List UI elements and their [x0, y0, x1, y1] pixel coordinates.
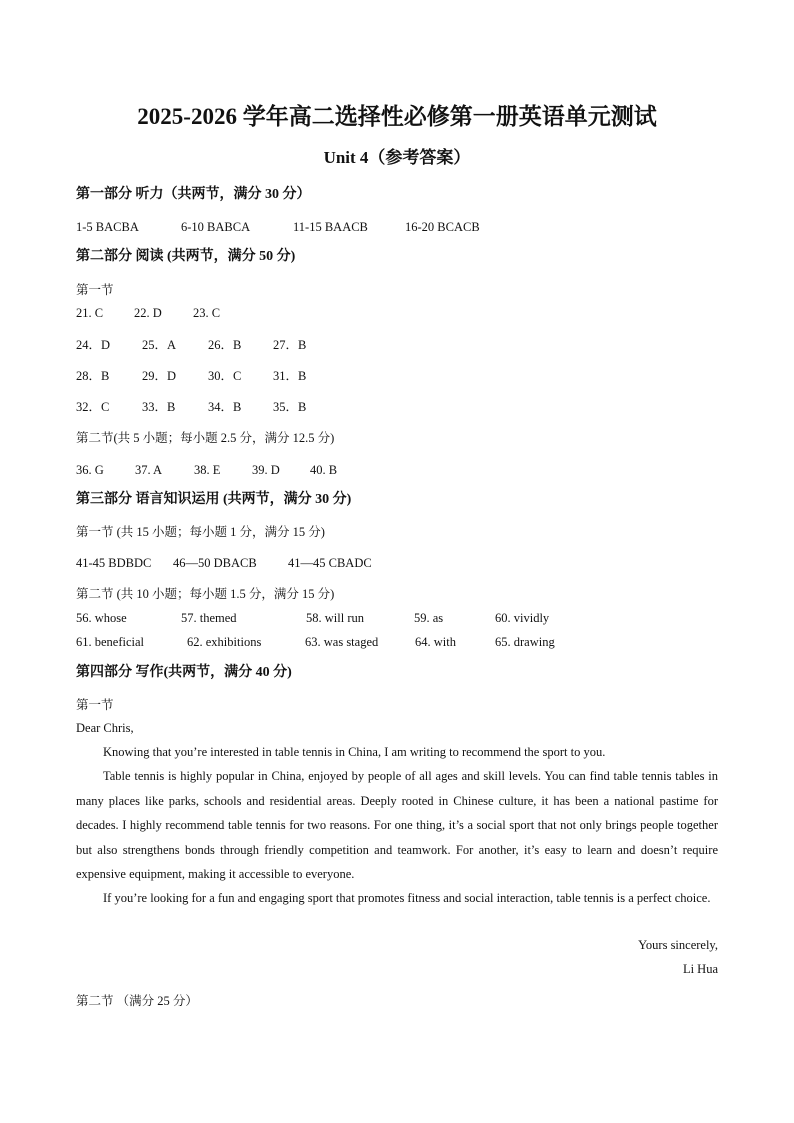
- letter-salutation: Dear Chris,: [76, 721, 134, 735]
- answer-item: 30．C: [208, 369, 242, 383]
- answer-item: 40. B: [310, 463, 338, 477]
- answer-item: 24．D: [76, 338, 111, 352]
- answer-item: 62. exhibitions: [187, 635, 262, 649]
- part1-heading: 第一部分 听力（共两节，满分 30 分）: [76, 187, 311, 202]
- page-title: 2025-2026 学年高二选择性必修第一册英语单元测试: [137, 104, 657, 129]
- section-label: 第一节: [76, 698, 114, 712]
- answer-item: 25．A: [142, 338, 177, 352]
- answer-item: 28．B: [76, 369, 110, 383]
- answer-item: 39. D: [252, 463, 280, 477]
- answer-item: 56. whose: [76, 611, 127, 625]
- letter-paragraph: Knowing that you’re interested in table tennis in China, I am writing to recommend the sport to you.: [103, 745, 606, 759]
- answer-item: 63. was staged: [305, 635, 379, 649]
- section-label: 第一节: [76, 283, 114, 297]
- part3-heading: 第三部分 语言知识运用 (共两节，满分 30 分): [76, 492, 352, 507]
- answer-item: 57. themed: [181, 611, 237, 625]
- answer-item: 26．B: [208, 338, 242, 352]
- part4-heading: 第四部分 写作(共两节，满分 40 分): [76, 665, 292, 680]
- section-label: 第二节 （满分 25 分）: [76, 994, 198, 1008]
- answer-item: 58. will run: [306, 611, 364, 625]
- answer-item: 64. with: [415, 635, 456, 649]
- part2-heading: 第二部分 阅读 (共两节，满分 50 分): [76, 249, 296, 264]
- answer-item: 41—45 CBADC: [288, 556, 372, 570]
- section-label: 第二节 (共 10 小题；每小题 1.5 分，满分 15 分): [76, 587, 335, 601]
- answer-item: 36. G: [76, 463, 104, 477]
- answer-item: 65. drawing: [495, 635, 555, 649]
- answer-item: 22. D: [134, 306, 162, 320]
- answer-item: 21. C: [76, 306, 104, 320]
- section-label: 第一节 (共 15 小题；每小题 1 分，满分 15 分): [76, 525, 325, 539]
- answer-item: 6-10 BABCA: [181, 220, 251, 234]
- letter-paragraph: Table tennis is highly popular in China, enjoyed by people of all ages and skill levels. You can find table tennis tables in many places like parks, schools and residential areas. Deeply rooted in Chinese culture, it has been a national pastime for decades. I highly recommend table tennis for two reasons. For one thing, it’s a social sport that not only brings people together but also strengthens bonds through friendly competition and teamwork. For another, it’s easy to learn and doesn’t require expensive equipment, making it accessible to everyone.: [76, 769, 718, 881]
- letter-signature: Li Hua: [682, 962, 718, 976]
- section-label: 第二节(共 5 小题；每小题 2.5 分，满分 12.5 分): [76, 431, 335, 445]
- answer-item: 33．B: [142, 400, 176, 414]
- answer-item: 29．D: [142, 369, 177, 383]
- answer-item: 60. vividly: [495, 611, 550, 625]
- answer-item: 11-15 BAACB: [293, 220, 368, 234]
- answer-item: 31．B: [273, 369, 307, 383]
- page-subtitle: Unit 4（参考答案）: [323, 148, 471, 167]
- answer-item: 38. E: [194, 463, 221, 477]
- answer-item: 27．B: [273, 338, 307, 352]
- answer-item: 41-45 BDBDC: [76, 556, 152, 570]
- answer-item: 1-5 BACBA: [76, 220, 139, 234]
- answer-item: 61. beneficial: [76, 635, 145, 649]
- answer-item: 35．B: [273, 400, 307, 414]
- answer-item: 59. as: [414, 611, 444, 625]
- letter-closing: Yours sincerely,: [638, 938, 718, 952]
- answer-item: 46—50 DBACB: [173, 556, 257, 570]
- answer-item: 37. A: [135, 463, 163, 477]
- answer-item: 32．C: [76, 400, 110, 414]
- answer-item: 34．B: [208, 400, 242, 414]
- answer-item: 16-20 BCACB: [405, 220, 480, 234]
- answer-item: 23. C: [193, 306, 221, 320]
- letter-paragraph: If you’re looking for a fun and engaging sport that promotes fitness and social interaction, table tennis is a perfect choice.: [103, 891, 711, 905]
